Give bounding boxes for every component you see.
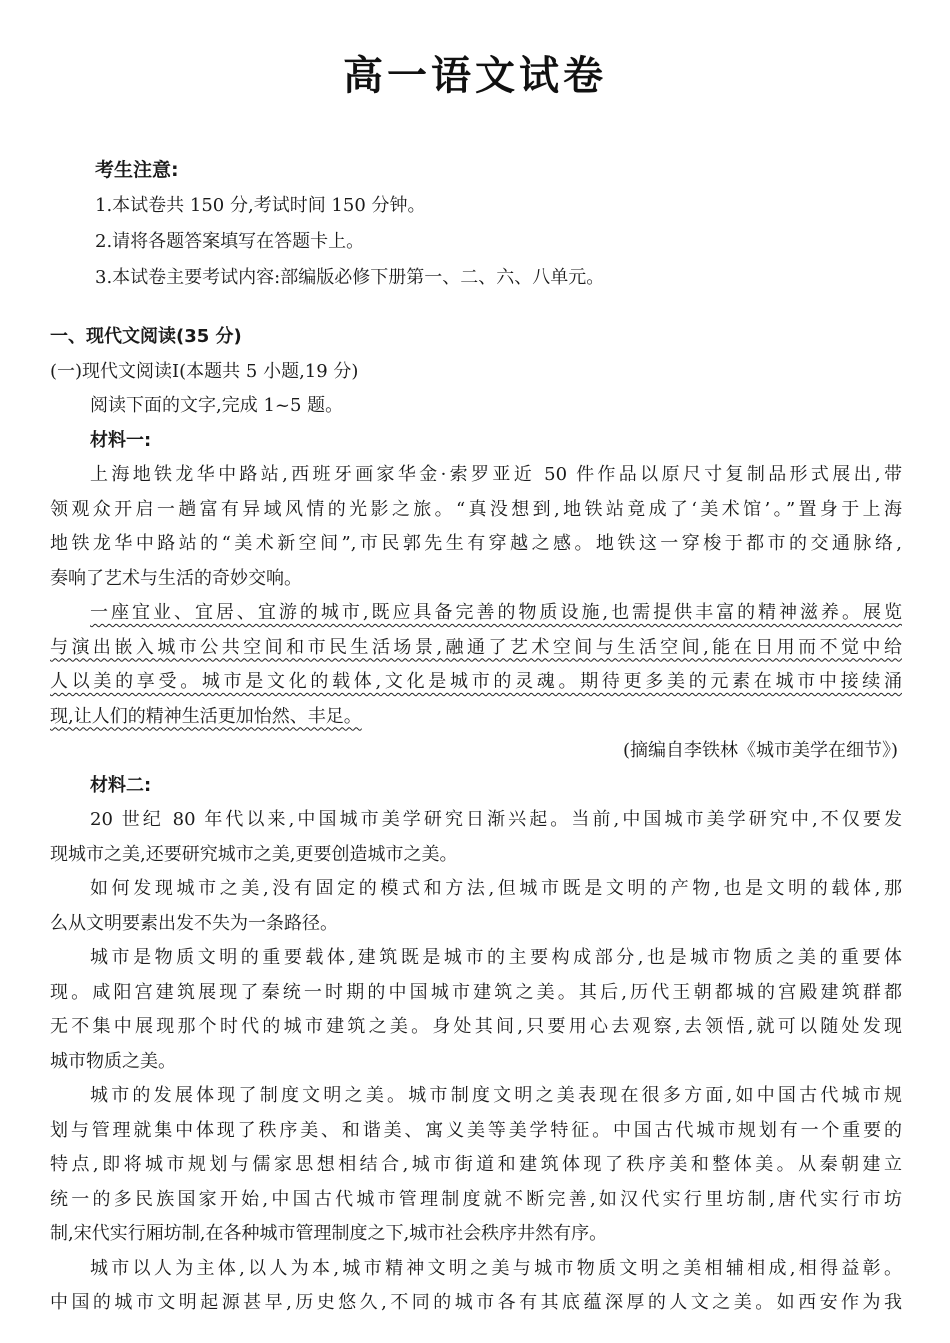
material-two-paragraph-2 xyxy=(50,872,902,941)
text-line: 城市的发展体现了制度文明之美。城市制度文明之美表现在很多方面,如中国古代城市规 xyxy=(90,1085,902,1106)
notice-item: 3.本试卷主要考试内容:部编版必修下册第一、二、六、八单元。 xyxy=(95,267,605,288)
material-two-paragraph-1 xyxy=(50,803,902,872)
text-line: 如何发现城市之美,没有固定的模式和方法,但城市既是文明的产物,也是文明的载体,那 xyxy=(90,878,902,899)
text-line: 统一的多民族国家开始,中国古代城市管理制度就不断完善,如汉代实行里坊制,唐代实行市坊 xyxy=(50,1188,902,1210)
text-line: 城市物质之美。 xyxy=(50,1050,176,1072)
candidate-notice xyxy=(95,152,895,296)
text-line: 现。咸阳宫建筑展现了秦统一时期的中国城市建筑之美。其后,历代王朝都城的宫殿建筑群都 xyxy=(50,981,902,1003)
text-line: 现城市之美,还要研究城市之美,更要创造城市之美。 xyxy=(50,843,458,865)
exam-body xyxy=(50,320,902,1321)
text-line: 上海地铁龙华中路站,西班牙画家华金·索罗亚近 50 件作品以原尺寸复制品形式展出,带 xyxy=(90,464,902,485)
underlined-text-line: 现,让人们的精神生活更加怡然、丰足。 xyxy=(50,705,362,727)
section-subtitle: (一)现代文阅读Ⅰ(本题共 5 小题,19 分) xyxy=(50,360,359,382)
material-two-heading: 材料二: xyxy=(90,774,152,796)
notice-item: 2.请将各题答案填写在答题卡上。 xyxy=(95,231,365,252)
text-line: 中国的城市文明起源甚早,历史悠久,不同的城市各有其底蕴深厚的人文之美。如西安作为我 xyxy=(50,1292,902,1313)
reading-instruction: 阅读下面的文字,完成 1~5 题。 xyxy=(90,395,344,416)
material-one-heading: 材料一: xyxy=(90,429,152,451)
text-line: 特点,即将城市规划与儒家思想相结合,城市街道和建筑体现了秩序美和整体美。从秦朝建立 xyxy=(50,1154,902,1175)
underlined-text-line: 人以美的享受。城市是文化的载体,文化是城市的灵魂。期待更多美的元素在城市中接续涌 xyxy=(50,671,902,692)
underlined-text-line: 与演出嵌入城市公共空间和市民生活场景,融通了艺术空间与生活空间,能在日用而不觉中给 xyxy=(50,636,902,658)
underlined-text-line: 一座宜业、宜居、宜游的城市,既应具备完善的物质设施,也需提供丰富的精神滋养。展览 xyxy=(90,602,902,623)
material-one-paragraph-1 xyxy=(50,458,902,596)
text-line: 地铁龙华中路站的“美术新空间”,市民郭先生有穿越之感。地铁这一穿梭于都市的交通脉络, xyxy=(50,533,902,554)
material-one-paragraph-2 xyxy=(50,596,902,734)
material-two-paragraph-3 xyxy=(50,941,902,1079)
material-two-paragraph-4 xyxy=(50,1079,902,1252)
notice-item: 1.本试卷共 150 分,考试时间 150 分钟。 xyxy=(95,195,426,216)
text-line: 划与管理就集中体现了秩序美、和谐美、寓义美等美学特征。中国古代城市规划有一个重要的 xyxy=(50,1119,902,1141)
text-line: 城市是物质文明的重要载体,建筑既是城市的主要构成部分,也是城市物质之美的重要体 xyxy=(90,947,902,968)
material-two-paragraph-5 xyxy=(50,1252,902,1321)
text-line: 制,宋代实行厢坊制,在各种城市管理制度之下,城市社会秩序井然有序。 xyxy=(50,1223,608,1244)
text-line: 城市以人为主体,以人为本,城市精神文明之美与城市物质文明之美相辅相成,相得益彰。 xyxy=(90,1257,902,1279)
text-line: 领观众开启一趟富有异域风情的光影之旅。“真没想到,地铁站竟成了‘美术馆’。”置身于上海 xyxy=(50,498,902,520)
notice-heading: 考生注意: xyxy=(95,159,179,181)
material-one-source: (摘编自李铁林《城市美学在细节》) xyxy=(622,740,898,761)
text-line: 无不集中展现那个时代的城市建筑之美。身处其间,只要用心去观察,去领悟,就可以随处发现 xyxy=(50,1016,902,1037)
text-line: 20 世纪 80 年代以来,中国城市美学研究日渐兴起。当前,中国城市美学研究中,不仅要发 xyxy=(90,809,902,830)
text-line: 么从文明要素出发不失为一条路径。 xyxy=(50,912,338,934)
text-line: 奏响了艺术与生活的奇妙交响。 xyxy=(50,567,302,589)
exam-title: 高一语文试卷 xyxy=(343,53,607,99)
section-title: 一、现代文阅读(35 分) xyxy=(50,326,242,347)
